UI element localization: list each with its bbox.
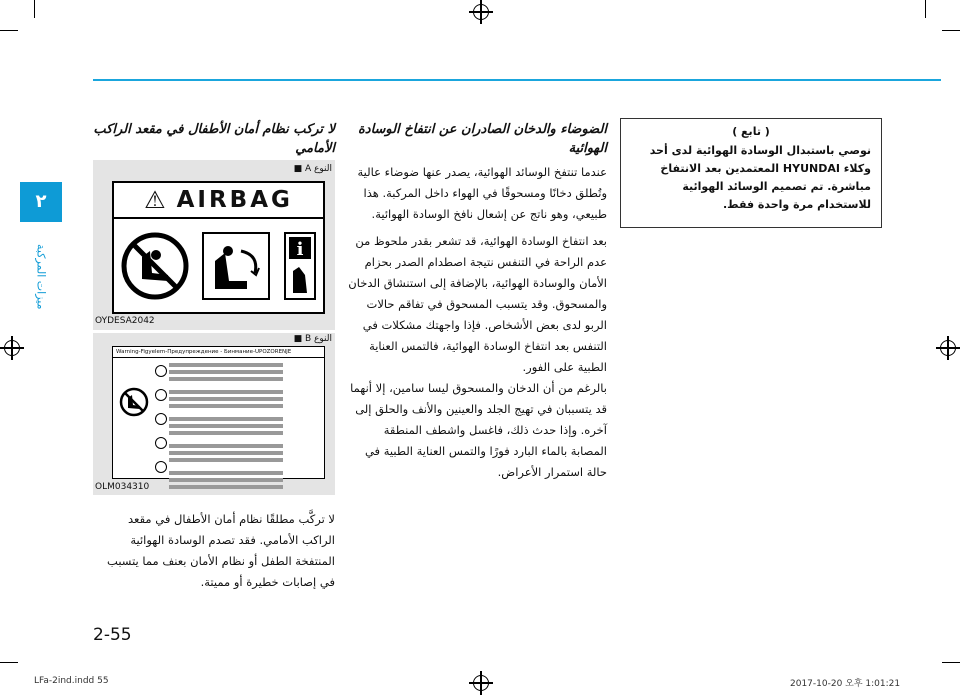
footer-file: LFa-2ind.indd 55 [34,676,109,686]
crop-mark [0,30,18,31]
airbag-deploy-icon [201,231,271,301]
section-heading: الضوضاء والدخان الصادران عن انتفاخ الوسادة الهوائية [357,122,607,156]
page-number: 2-55 [93,625,132,645]
note-box [620,118,882,228]
crop-mark [0,662,18,663]
warning-triangle-icon: ⚠ [144,186,169,214]
note-title: ( تابع ) [732,125,770,138]
manual-info-icon [283,231,317,301]
chapter-title: ميزات المركبة [34,244,48,310]
figure-code-a: OYDESA2042 [95,316,155,326]
multilingual-warning-label [112,346,325,479]
registration-mark [473,4,489,20]
crop-mark [942,30,960,31]
child-seat-body: لا تركَّب مطلقًا نظام أمان الأطفال في مقعد الراكب الأمامي. فقد تصدم الوسادة الهوائية المنتفخة الطفل أو نظام الأمان بعنف مما يتسبب في إصابات خطيرة أو مميتة. [107,512,335,589]
type-a-label: النوع A ■ [293,164,332,174]
note-text: نوصي باستبدال الوسادة الهوائية لدى أحد وكلاء HYUNDAI المعتمدين بعد الانتفاخ مباشرة. تم تصميم الوسائد الهوائية للاستخدام مرة واحدة فقط. [649,144,871,211]
type-b-label: النوع B ■ [293,334,332,344]
figure-code-b: OLM034310 [95,482,150,492]
paragraph: بعد انتفاخ الوسادة الهوائية، قد تشعر بقدر ملحوظ من عدم الراحة في التنفس نتيجة اصطدام الصدر بحزام الأمان والوسادة الهوائية، بالإضافة إلى استنشاق الدخان والمسحوق. وقد يتسبب المسحوق في تفاقم حالات الربو لدى بعض الأشخاص. فإذا واجهتك مشكلات في التنفس بعد انتفاخ الوسادة الهوائية، فالتمس العناية الطبية على الفور. [348,234,607,374]
header-rule [93,79,941,81]
chapter-tab: ٢ [20,182,62,222]
svg-text:i: i [296,238,304,260]
type-b-text: النوع B [304,334,332,344]
crop-mark [925,0,926,18]
crop-mark [34,0,35,18]
airbag-word: AIRBAG [176,187,293,213]
registration-mark [4,340,20,356]
middle-column [345,120,607,483]
registration-mark [473,675,489,691]
airbag-warning-label [112,181,325,314]
warning-banner: Warning-Figyelem-Предупреждение - Бинмание-UPOZORENJE [113,347,324,358]
footer-stamp: 2017-10-20 오후 1:01:21 [790,679,901,689]
registration-mark [940,340,956,356]
child-seat-heading: لا تركب نظام أمان الأطفال في مقعد الراكب الأمامي [93,122,335,156]
paragraph: عندما تنتفخ الوسائد الهوائية، يصدر عنها ضوضاء عالية وتُطلق دخانًا ومسحوقًا في الهواء داخل المركبة. هذا طبيعي، وهو ناتج عن إشعال نافخ الوسادة الهوائية. [357,165,607,221]
crop-mark [942,662,960,663]
paragraph: بالرغم من أن الدخان والمسحوق ليسا سامين، إلا أنهما قد يتسببان في تهيج الجلد والعينين والأنف والحلق إلى آخره. وإذا حدث ذلك، فاغسل واشطف المنطقة المصابة بالماء البارد فورًا والتمس العناية الطبية في حالة استمرار الأعراض. [350,381,607,479]
no-child-seat-icon [120,231,190,301]
type-a-text: النوع A [304,164,332,174]
